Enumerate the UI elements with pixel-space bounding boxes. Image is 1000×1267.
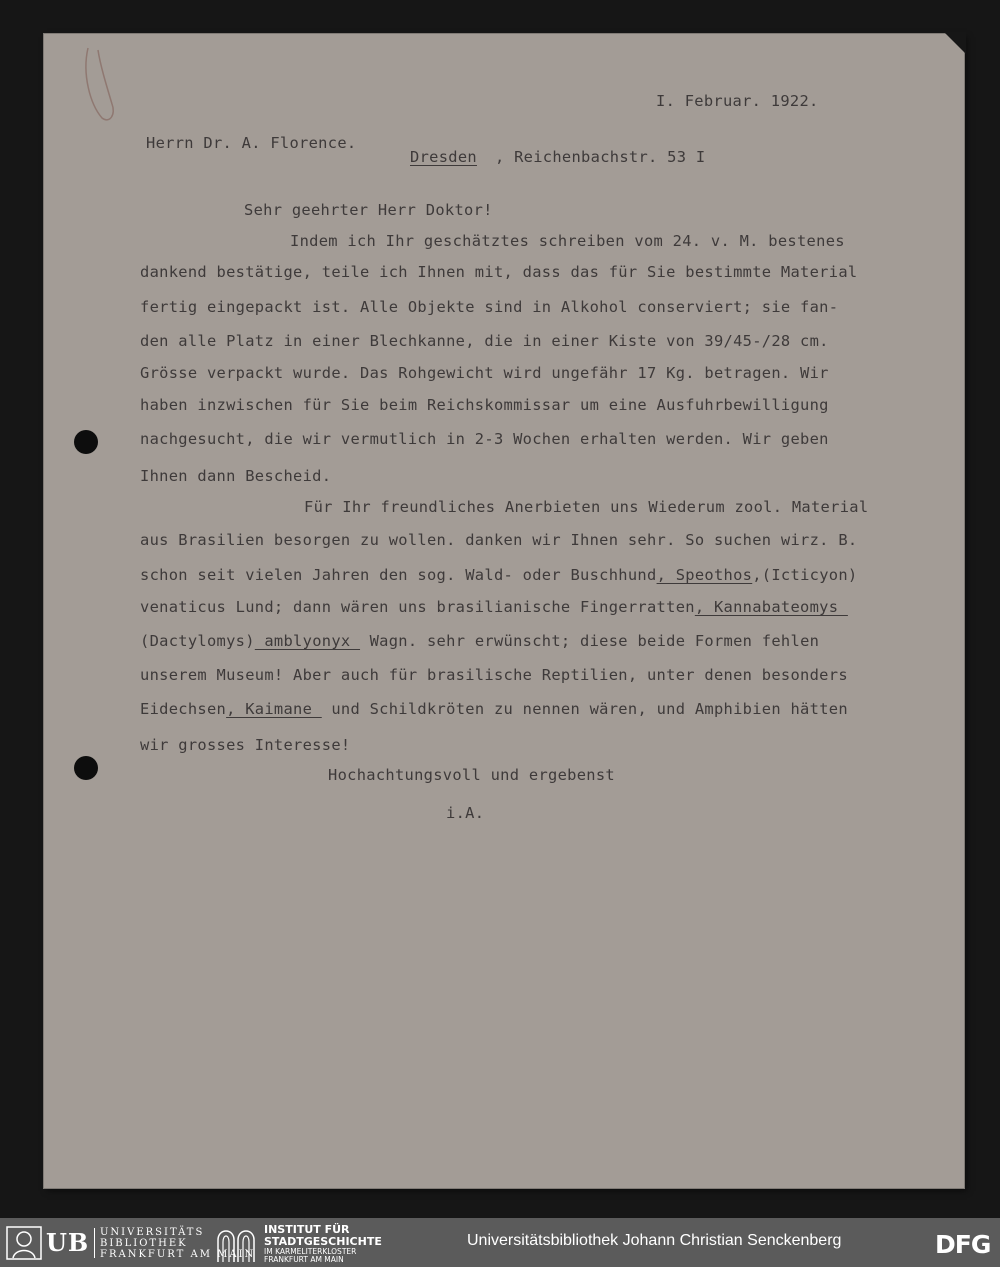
paragraph-1-line: Indem ich Ihr geschätztes schreiben vom 24. v. M. bestenes xyxy=(290,232,845,250)
paragraph-2-line xyxy=(140,598,848,616)
paragraph-1-line: fertig eingepackt ist. Alle Objekte sind in Alkohol conserviert; sie fan- xyxy=(140,298,839,316)
dfg-logo[interactable] xyxy=(935,1228,993,1258)
addressee-name: Herrn Dr. A. Florence. xyxy=(146,134,357,152)
text-segment: (Dactylomys) xyxy=(140,632,255,650)
text-segment: Eidechsen xyxy=(140,700,227,718)
underlined-taxon-speothos: , Speothos xyxy=(656,566,753,584)
paragraph-2-line xyxy=(140,700,848,718)
paragraph-1-line: haben inzwischen für Sie beim Reichskommissar um eine Ausfuhrbewilligung xyxy=(140,396,829,414)
text-segment: ,(Icticyon) xyxy=(752,566,858,584)
paragraph-1-line: Grösse verpackt wurde. Das Rohgewicht wird ungefähr 17 Kg. betragen. Wir xyxy=(140,364,829,382)
ub-letters: UB xyxy=(46,1228,90,1257)
salutation: Sehr geehrter Herr Doktor! xyxy=(244,201,493,219)
stadtgeschichte-logo[interactable] xyxy=(214,1224,414,1262)
footer-bar xyxy=(0,1218,1000,1267)
paragraph-2-line xyxy=(140,632,819,650)
letter-body xyxy=(44,34,964,1188)
text-segment: schon seit vielen Jahren den sog. Wald- oder Buschhund xyxy=(140,566,657,584)
underlined-taxon-amblyonyx: amblyonyx xyxy=(254,632,361,650)
letter-date: I. Februar. 1922. xyxy=(656,92,819,110)
addressee-street: , Reichenbachstr. 53 I xyxy=(494,148,706,166)
paragraph-1-line: dankend bestätige, teile ich Ihnen mit, dass das für Sie bestimmte Material xyxy=(140,263,858,281)
seal-icon xyxy=(6,1226,42,1260)
text-segment: Wagn. sehr erwünscht; diese beide Formen fehlen xyxy=(360,632,820,650)
paragraph-2-line: Für Ihr freundliches Anerbieten uns Wiederum zool. Material xyxy=(304,498,869,516)
paragraph-2-line xyxy=(140,566,857,584)
paragraph-2-line: wir grosses Interesse! xyxy=(140,736,351,754)
ub-library-name: UNIVERSITÄTS BIBLIOTHEK FRANKFURT AM MAIN xyxy=(100,1227,256,1260)
dfg-logo-text: DFG xyxy=(935,1230,991,1258)
addressee-city: Dresden xyxy=(410,148,477,166)
signature: i.A. xyxy=(446,804,485,822)
letter-sheet xyxy=(44,34,964,1188)
arches-icon xyxy=(214,1224,258,1262)
institute-name: INSTITUT FÜR STADTGESCHICHTE xyxy=(264,1223,382,1248)
closing: Hochachtungsvoll und ergebenst xyxy=(328,766,615,784)
paragraph-1-line: den alle Platz in einer Blechkanne, die in einer Kiste von 39/45-/28 cm. xyxy=(140,332,829,350)
paragraph-2-line: aus Brasilien besorgen zu wollen. danken wir Ihnen sehr. So suchen wirz. B. xyxy=(140,531,858,549)
paragraph-1-line: Ihnen dann Bescheid. xyxy=(140,467,332,485)
text-segment: und Schildkröten zu nennen wären, und Amphibien hätten xyxy=(321,700,848,718)
logo-divider xyxy=(94,1228,95,1258)
footer-library-title: Universitätsbibliothek Johann Christian Senckenberg xyxy=(467,1232,842,1249)
institute-location: IM KARMELITERKLOSTER FRANKFURT AM MAIN xyxy=(264,1247,357,1264)
paragraph-2-line: unserem Museum! Aber auch für brasilische Reptilien, unter denen besonders xyxy=(140,666,848,684)
ub-library-logo[interactable] xyxy=(6,1226,256,1260)
underlined-kaimane: , Kaimane xyxy=(226,700,322,718)
underlined-taxon-kannabateomys: , Kannabateomys xyxy=(694,598,848,616)
text-segment: venaticus Lund; dann wären uns brasilianische Fingerratten xyxy=(140,598,695,616)
addressee-address xyxy=(380,148,705,166)
paragraph-1-line: nachgesucht, die wir vermutlich in 2-3 Wochen erhalten werden. Wir geben xyxy=(140,430,829,448)
